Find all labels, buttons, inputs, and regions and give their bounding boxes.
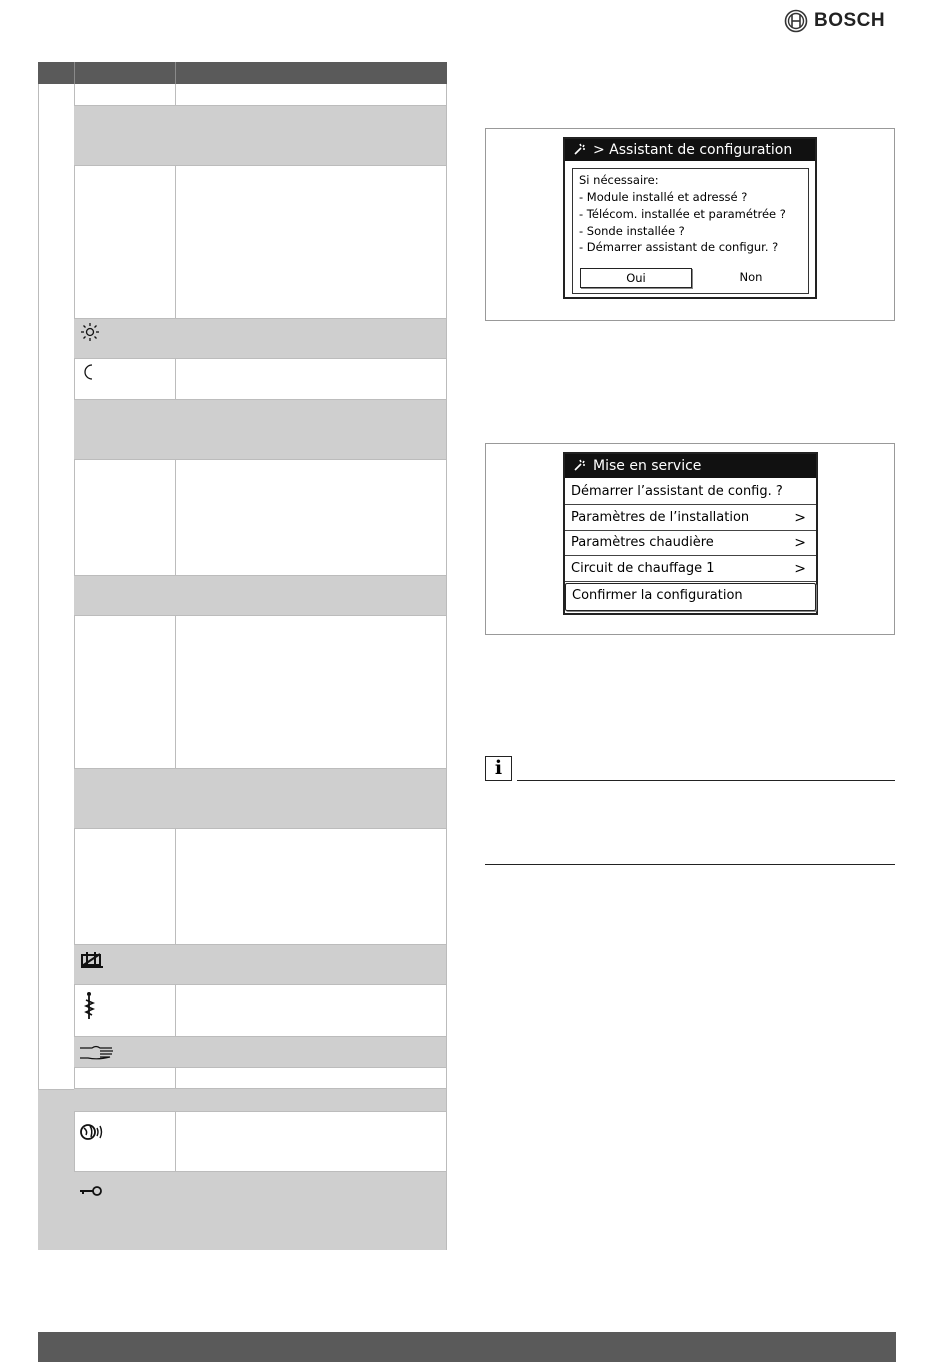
display-screen: [563, 137, 817, 299]
table-row: [74, 166, 446, 319]
menu-item-label: Circuit de chauffage 1: [571, 561, 715, 576]
screen-title-bar: [565, 454, 816, 478]
table-row: [74, 985, 446, 1037]
chevron-right-icon: >: [794, 535, 806, 551]
info-top-rule: [517, 780, 895, 781]
dialog-line: - Sonde installée ?: [579, 224, 685, 238]
figure-config-assistant: [485, 128, 895, 321]
display-screen: [563, 452, 818, 615]
dialog-box: [572, 168, 809, 294]
config-wand-icon: [573, 458, 587, 472]
table-row: [74, 460, 446, 576]
info-icon: i: [485, 756, 512, 781]
screen-title-bar: [565, 139, 815, 161]
table-row: [74, 106, 446, 166]
dialog-line: - Télécom. installée et paramétrée ?: [579, 207, 786, 221]
menu-item-label: Démarrer l’assistant de config. ?: [571, 484, 783, 499]
bosch-logo: [784, 8, 896, 34]
menu-item-installation-params[interactable]: [565, 506, 816, 531]
table-row: [74, 1112, 446, 1172]
chimney-sweep-icon: [78, 991, 106, 1021]
menu-item-label: Paramètres de l’installation: [571, 510, 750, 525]
bosch-armature-icon: [784, 9, 808, 33]
dialog-line: Si nécessaire:: [579, 173, 659, 187]
table-row: [74, 616, 446, 769]
dialog-line: - Module installé et adressé ?: [579, 190, 748, 204]
table-row: [74, 945, 446, 985]
footer-bar: [38, 1332, 896, 1362]
cleaning-disabled-icon: [78, 948, 106, 970]
menu-item-boiler-params[interactable]: [565, 531, 816, 556]
config-wand-icon: [573, 142, 587, 156]
screen-title: > Assistant de configuration: [593, 142, 793, 158]
table-row: [74, 1089, 446, 1112]
row-divider: [38, 1089, 74, 1090]
table-row: [74, 1037, 446, 1068]
dialog-line: - Démarrer assistant de configur. ?: [579, 240, 779, 254]
info-bottom-rule: [485, 864, 895, 865]
menu-item-heating-circuit-1[interactable]: [565, 557, 816, 582]
manual-operation-hand-icon: [78, 1041, 116, 1063]
table-row: [74, 319, 446, 359]
menu-item-label: Paramètres chaudière: [571, 535, 714, 550]
table-row: [74, 1172, 446, 1250]
brand-name: BOSCH: [814, 10, 886, 31]
table-row: [74, 400, 446, 460]
sun-icon: [78, 322, 106, 344]
internet-connection-icon: [78, 1121, 106, 1143]
screen-title: Mise en service: [593, 458, 702, 474]
section-cell: [38, 1089, 74, 1250]
moon-icon: [78, 362, 106, 384]
table-row: [74, 84, 446, 106]
table-row: [74, 1068, 446, 1089]
no-button[interactable]: Non: [739, 270, 763, 284]
menu-item-start-assistant[interactable]: [565, 480, 816, 505]
table-row: [74, 576, 446, 616]
table-row: [74, 769, 446, 829]
chevron-right-icon: >: [794, 510, 806, 526]
figure-commissioning-menu: [485, 443, 895, 635]
table-row: [74, 359, 446, 400]
chevron-right-icon: >: [794, 561, 806, 577]
table-header-row: [38, 62, 447, 84]
key-lock-icon: [78, 1180, 106, 1202]
menu-item-confirm-config[interactable]: [565, 583, 816, 611]
yes-button[interactable]: Oui: [580, 268, 692, 288]
table-row: [74, 829, 446, 945]
menu-item-label: Confirmer la configuration: [572, 588, 743, 603]
